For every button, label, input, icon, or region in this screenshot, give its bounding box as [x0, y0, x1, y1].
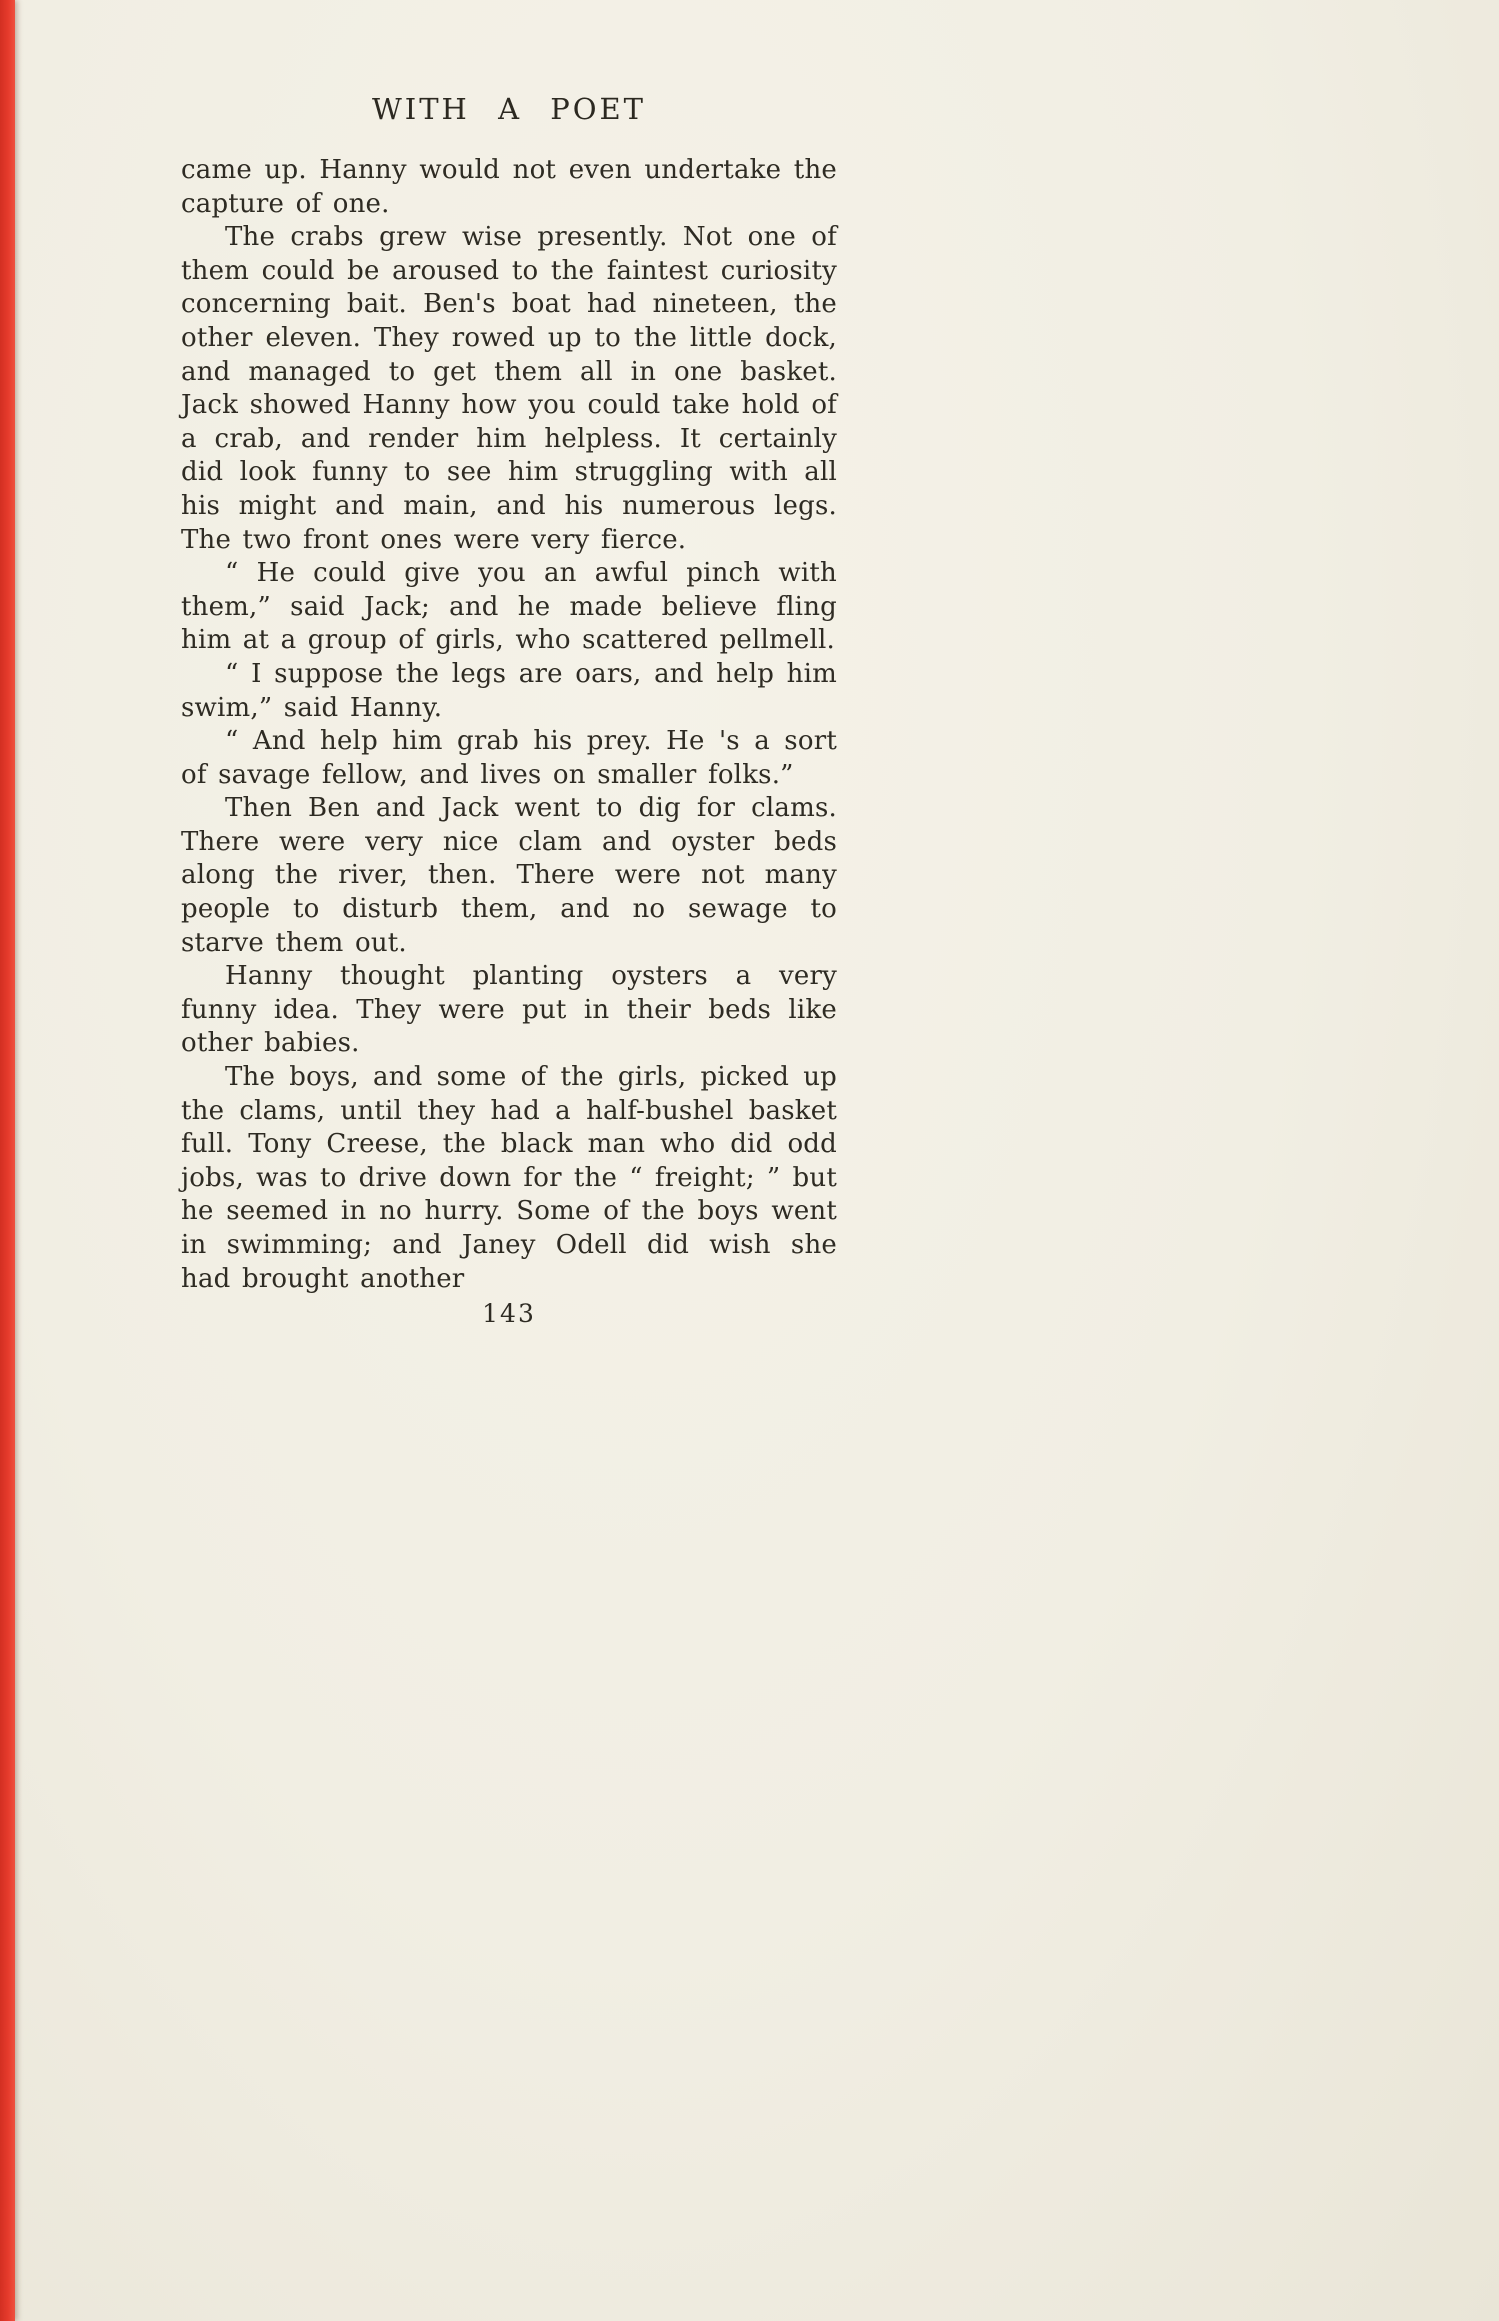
book-spine-edge — [0, 0, 15, 2321]
paragraph: came up. Hanny would not even undertake the capture of one. — [181, 155, 837, 219]
body-text — [181, 154, 837, 1296]
paragraph: Hanny thought planting oysters a very funny idea. They were put in their beds like other babies. — [181, 961, 837, 1059]
paragraph: “ I suppose the legs are oars, and help him swim,” said Hanny. — [181, 658, 837, 723]
running-head: WITH A POET — [371, 92, 647, 126]
paragraph: “ And help him grab his prey. He 's a sort of savage fellow, and lives on smaller folks.” — [181, 726, 837, 790]
paragraph: The boys, and some of the girls, picked up the clams, until they had a half-bushel basket full. Tony Creese, the black man who did odd jobs, was to drive down for the “ freight; ” but he seemed in no hurry. Some of the boys went in swimming; and Janey Odell did wish she had brought another — [181, 1062, 837, 1294]
page-number: 143 — [482, 1299, 536, 1329]
paragraph: “ He could give you an awful pinch with them,” said Jack; and he made believe fling him at a group of girls, who scattered pellmell. — [181, 558, 837, 656]
paragraph: The crabs grew wise presently. Not one of them could be aroused to the faintest curiosity concerning bait. Ben's boat had nineteen, the other eleven. They rowed up to the little dock, and managed to get them all in one basket. Jack showed Hanny how you could take hold of a crab, and render him helpless. It certainly did look funny to see him struggling with all his might and main, and his numerous legs. The two front ones were very fierce. — [181, 222, 837, 555]
text-block — [181, 92, 837, 1328]
paragraph: Then Ben and Jack went to dig for clams. There were very nice clam and oyster beds along the river, then. There were not many people to disturb them, and no sewage to starve them out. — [181, 793, 837, 958]
